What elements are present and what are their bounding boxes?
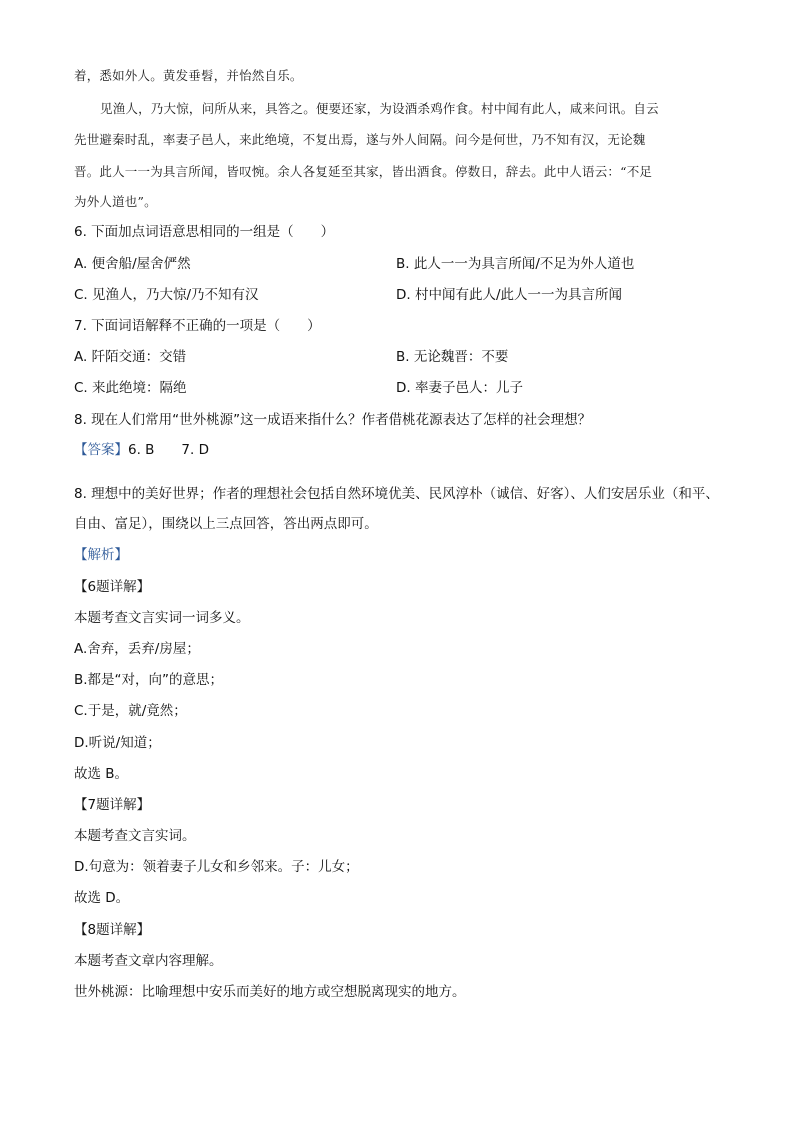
passage-line: 晋。此人一一为具言所闻，皆叹惋。余人各复延至其家，皆出酒食。停数日，辞去。此中人语云：“不足 [74, 164, 653, 179]
answer-8-line: 自由、富足），围绕以上三点回答，答出两点即可。 [74, 516, 378, 532]
passage-line: 着，悉如外人。黄发垂髫，并怡然自乐。 [74, 68, 303, 83]
q8-detail-intro: 本题考查文章内容理解。 [74, 953, 223, 969]
q7-detail-intro: 本题考查文言实词。 [74, 828, 196, 844]
question-7-option-a: A. 阡陌交通：交错 [74, 349, 187, 365]
question-7-stem: 7. 下面词语解释不正确的一项是（ ） [74, 318, 321, 334]
q6-detail-a: A.舍弃，丢弃/房屋； [74, 641, 200, 657]
passage-line: 为外人道也”。 [74, 194, 157, 209]
question-7-option-c: C. 来此绝境：隔绝 [74, 380, 187, 396]
question-8-stem: 8. 现在人们常用“世外桃源”这一成语来指什么？作者借桃花源表达了怎样的社会理想？ [74, 412, 592, 428]
question-6-option-b: B. 此人一一为具言所闻/不足为外人道也 [396, 256, 635, 272]
q6-detail-header: 【6题详解】 [74, 579, 151, 595]
passage-line: 先世避秦时乱，率妻子邑人，来此绝境，不复出焉，遂与外人间隔。问今是何世，乃不知有汉，无论魏 [74, 132, 646, 147]
question-7-option-d: D. 率妻子邑人：儿子 [396, 380, 523, 396]
q7-detail-d: D.句意为：领着妻子儿女和乡邻来。子：儿女； [74, 859, 359, 875]
answer-row [74, 440, 209, 460]
question-7-option-b: B. 无论魏晋：不要 [396, 349, 509, 365]
passage-line: 见渔人，乃大惊，问所从来，具答之。便要还家，为设酒杀鸡作食。村中闻有此人，咸来问讯。自云 [100, 101, 659, 116]
q7-detail-header: 【7题详解】 [74, 797, 151, 813]
question-6-stem: 6. 下面加点词语意思相同的一组是（ ） [74, 224, 335, 240]
answer-8-line: 8. 理想中的美好世界；作者的理想社会包括自然环境优美、民风淳朴（诚信、好客）、人们安居乐业（和平、 [74, 486, 719, 502]
q8-detail-header: 【8题详解】 [74, 922, 151, 938]
answer-choices: 6. B 7. D [128, 442, 209, 458]
q6-result: 故选 B。 [74, 766, 129, 782]
analysis-label: 【解析】 [74, 547, 128, 563]
q6-detail-c: C.于是，就/竟然； [74, 703, 187, 719]
q6-detail-b: B.都是“对，向”的意思； [74, 672, 224, 688]
question-6-option-a: A. 便舍船/屋舍俨然 [74, 256, 191, 272]
q6-detail-d: D.听说/知道； [74, 735, 161, 751]
question-6-option-c: C. 见渔人，乃大惊/乃不知有汉 [74, 287, 259, 303]
question-6-option-d: D. 村中闻有此人/此人一一为具言所闻 [396, 287, 623, 303]
answer-label: 【答案】 [74, 442, 128, 458]
q8-detail-text: 世外桃源：比喻理想中安乐而美好的地方或空想脱离现实的地方。 [74, 984, 466, 1000]
q7-result: 故选 D。 [74, 890, 130, 906]
q6-detail-intro: 本题考查文言实词一词多义。 [74, 610, 250, 626]
